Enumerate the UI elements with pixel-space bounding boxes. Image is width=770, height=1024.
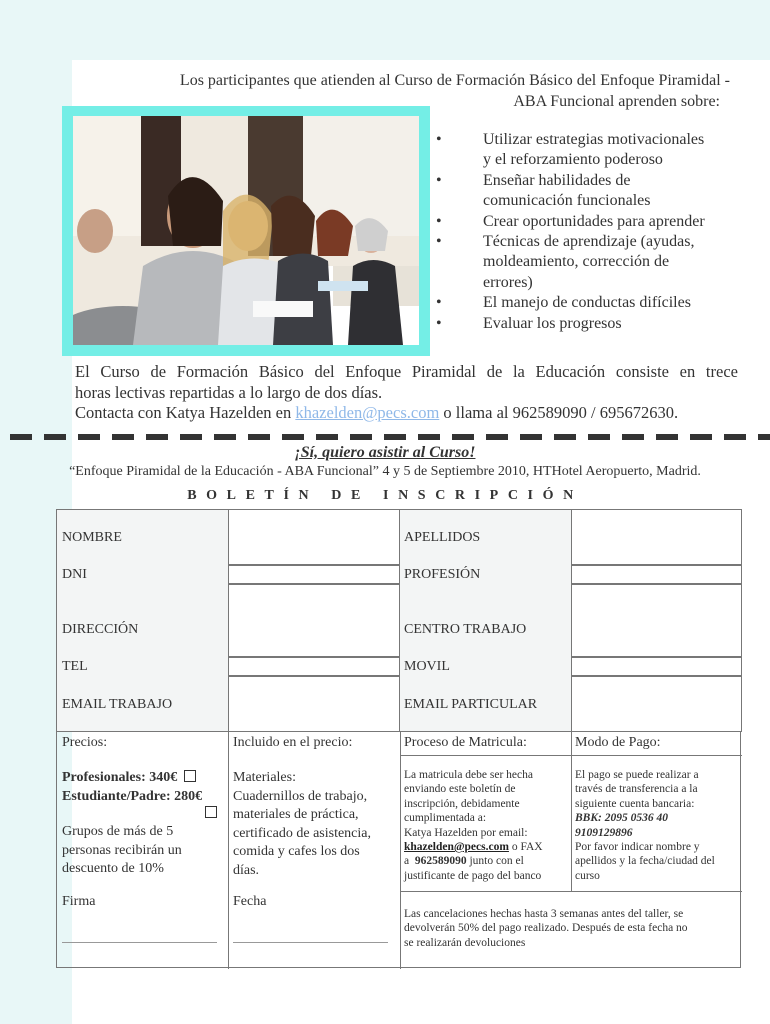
grupos-line: descuento de 10%: [62, 861, 164, 876]
registration-form: [56, 509, 741, 968]
list-item-line: y el reforzamiento poderoso: [483, 151, 663, 169]
fecha-label: Fecha: [233, 894, 267, 909]
intro-line-1: Los participantes que atienden al Curso de Formación Básico del Enfoque Piramidal -: [179, 72, 730, 89]
precios-header: Precios:: [62, 735, 108, 750]
matricula-email-line: [404, 840, 570, 854]
incluido-header: Incluido en el precio:: [233, 735, 353, 750]
profesionales-checkbox[interactable]: [184, 770, 196, 782]
bullet-glyph: •: [436, 294, 442, 312]
estudiante-checkbox-row: [62, 806, 224, 820]
movil-label: MOVIL: [404, 659, 450, 674]
email-particular-input[interactable]: [571, 676, 742, 732]
matricula-line: justificante de pago del banco: [404, 869, 542, 882]
bank-account-line: BBK: 2095 0536 40: [575, 812, 668, 825]
estudiante-price: Estudiante/Padre: 280€: [62, 788, 203, 804]
grupos-line: Grupos de más de 5: [62, 824, 174, 839]
summary-line-1: El Curso de Formación Básico del Enfoque Piramidal de la Educación consiste en trece: [75, 362, 738, 381]
contact-suffix: o llama al 962589090 / 695672630.: [439, 403, 679, 422]
photo-frame: [62, 106, 430, 356]
bank-account-line: 9109129896: [575, 826, 633, 839]
incluido-line: certificado de asistencia,: [233, 825, 371, 841]
precios-grupos: [62, 823, 224, 879]
profesion-input[interactable]: [571, 565, 742, 584]
matricula-line: enviando este boletín de: [404, 783, 516, 796]
precios-options: [62, 769, 224, 820]
intro-line-2: ABA Funcional aprenden sobre:: [513, 93, 720, 110]
fecha-signature-line[interactable]: [233, 942, 388, 943]
list-item-line: Enseñar habilidades de: [483, 171, 631, 189]
seminar-photo-image: [73, 116, 419, 345]
divider: [400, 891, 742, 892]
matricula-line: La matricula debe ser hecha: [404, 769, 533, 781]
centro-trabajo-label: CENTRO TRABAJO: [404, 622, 527, 637]
learning-list: [434, 130, 754, 334]
list-item-line: comunicación funcionales: [483, 192, 651, 210]
pago-header: Modo de Pago:: [575, 735, 661, 750]
list-item: [434, 314, 754, 334]
firma-signature-line[interactable]: [62, 942, 217, 943]
list-item: [434, 212, 754, 232]
incluido-line: materiales de práctica,: [233, 807, 359, 822]
list-item-line: Utilizar estrategias motivacionales: [483, 131, 705, 148]
list-item-line: moldeamiento, corrección de: [483, 253, 670, 271]
pago-line: siguiente cuenta bancaria:: [575, 797, 695, 810]
bullet-glyph: •: [436, 233, 442, 251]
cancel-line: devolverán 50% del pago realizado. Después de esta fecha no: [404, 922, 688, 935]
cut-line: [10, 434, 770, 440]
incluido-line: comida y cafes los dos: [233, 844, 360, 859]
matricula-email-link[interactable]: khazelden@pecs.com: [404, 841, 509, 854]
nombre-input[interactable]: [228, 509, 400, 565]
fax-word: o FAX: [508, 841, 543, 854]
incluido-line: Cuadernillos de trabajo,: [233, 788, 368, 804]
incluido-line: Materiales:: [233, 770, 296, 785]
matricula-line: cumplimentada a:: [404, 812, 487, 825]
email-particular-label: EMAIL PARTICULAR: [404, 697, 538, 712]
firma-label: Firma: [62, 894, 96, 909]
bullet-glyph: •: [436, 131, 442, 148]
contact-prefix: Contacta con Katya Hazelden en: [75, 403, 296, 422]
grupos-line: personas recibirán un: [62, 842, 182, 858]
list-item: [434, 130, 754, 171]
option-profesionales: [62, 769, 224, 788]
option-estudiante: [62, 788, 224, 807]
pago-line: apellidos y la fecha/ciudad del: [575, 855, 715, 868]
list-item-line: Técnicas de aprendizaje (ayudas,: [483, 233, 695, 251]
tel-input[interactable]: [228, 657, 400, 676]
course-summary: [75, 362, 738, 424]
summary-line-2: horas lectivas repartidas a lo largo de dos días.: [75, 382, 383, 402]
cancellation-policy: [404, 907, 738, 950]
matricula-header: Proceso de Matricula:: [404, 735, 527, 750]
divider: [400, 731, 401, 969]
list-item: [434, 171, 754, 212]
list-item: [434, 232, 754, 293]
apellidos-label: APELLIDOS: [404, 530, 481, 545]
dni-input[interactable]: [228, 565, 400, 584]
list-item-line: errores): [483, 273, 533, 291]
list-item: [434, 293, 754, 313]
pago-line: Por favor indicar nombre y: [575, 841, 700, 854]
movil-input[interactable]: [571, 657, 742, 676]
pago-line: El pago se puede realizar a: [575, 769, 699, 781]
divider: [228, 731, 229, 969]
list-item-line: El manejo de conductas difíciles: [483, 294, 691, 312]
incluido-list: [233, 769, 398, 880]
pago-text: [575, 768, 741, 883]
profesion-label: PROFESIÓN: [404, 567, 481, 582]
list-item-line: Evaluar los progresos: [483, 314, 622, 332]
dni-label: DNI: [62, 567, 87, 582]
incluido-line: días.: [233, 862, 260, 878]
matricula-line: Katya Hazelden por email:: [404, 826, 528, 839]
bullet-glyph: •: [436, 171, 442, 189]
email-trabajo-input[interactable]: [228, 676, 400, 732]
direccion-input[interactable]: [228, 584, 400, 657]
bullet-glyph: •: [436, 212, 442, 230]
matricula-text: [404, 768, 570, 883]
pago-line: través de transferencia a la: [575, 783, 698, 796]
centro-trabajo-input[interactable]: [571, 584, 742, 657]
cancel-line: Las cancelaciones hechas hasta 3 semanas antes del taller, se: [404, 908, 684, 920]
matricula-fax-line: [404, 854, 570, 868]
list-item-line: Crear oportunidades para aprender: [483, 212, 705, 230]
nombre-label: NOMBRE: [62, 530, 122, 545]
event-details: “Enfoque Piramidal de la Educación - ABA Funcional” 4 y 5 de Septiembre 2010, HTHotel Aeropuerto, Madrid.: [69, 464, 701, 479]
email-trabajo-label: EMAIL TRABAJO: [62, 697, 173, 712]
estudiante-checkbox[interactable]: [205, 806, 217, 818]
matricula-line: inscripción, debidamente: [404, 797, 520, 810]
bullet-glyph: •: [436, 314, 442, 332]
form-title: BOLETÍN DE INSCRIPCIÓN: [187, 488, 583, 503]
apellidos-input[interactable]: [571, 509, 742, 565]
cta-heading: ¡Sí, quiero asistir al Curso!: [294, 444, 476, 461]
direccion-label: DIRECCIÓN: [62, 622, 139, 637]
profesionales-price: Profesionales: 340€: [62, 770, 178, 785]
tel-label: TEL: [62, 659, 88, 674]
contact-line: [75, 403, 738, 424]
fax-prefix: a: [404, 855, 415, 868]
pago-line: curso: [575, 869, 600, 882]
divider: [400, 755, 742, 756]
cancel-line: se realizarán devoluciones: [404, 936, 526, 949]
seminar-photo: [73, 116, 419, 345]
fax-suffix: junto con el: [466, 855, 524, 868]
fax-number: 962589090: [414, 855, 467, 868]
contact-email-link[interactable]: khazelden@pecs.com: [295, 403, 440, 422]
